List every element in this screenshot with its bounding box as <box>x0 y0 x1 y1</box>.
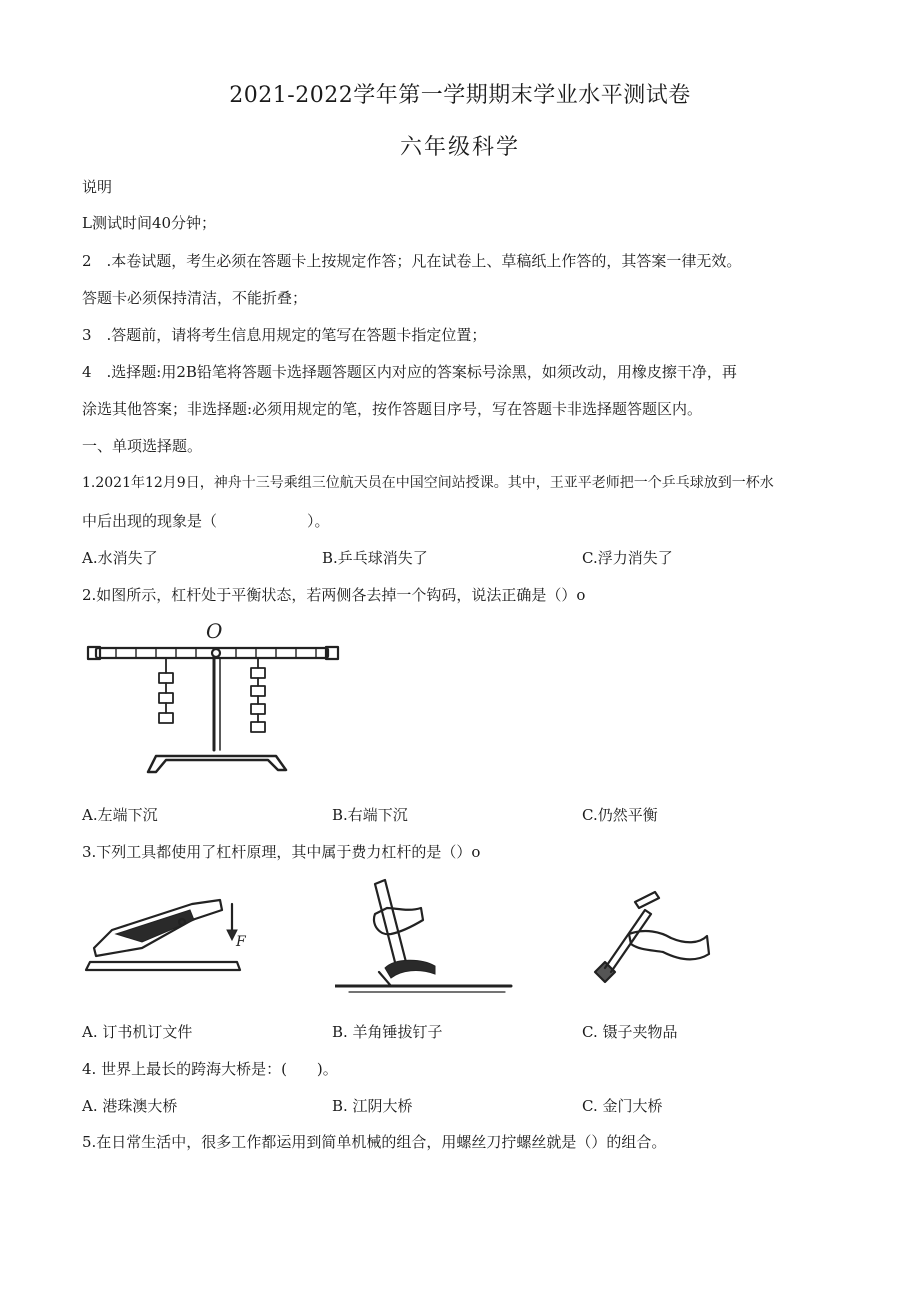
note-line: 涂选其他答案；非选择题:必须用规定的笔，按作答题目序号，写在答题卡非选择题答题区内。 <box>82 400 703 418</box>
question-2-stem: 2.如图所示，杠杆处于平衡状态，若两侧各去掉一个钩码，说法正确是（）o <box>82 586 586 604</box>
question-2-option-b[interactable]: B.右端下沉 <box>332 806 408 824</box>
question-1-option-a[interactable]: A.水消失了 <box>82 549 158 567</box>
question-3-option-b[interactable]: B. 羊角锤拔钉子 <box>332 1023 443 1041</box>
exam-subtitle: 六年级科学 <box>399 135 520 160</box>
question-2-option-a[interactable]: A.左端下沉 <box>82 806 158 824</box>
tweezers-figure <box>575 888 715 988</box>
exam-title: 2021-2022学年第一学期期末学业水平测试卷 <box>229 83 691 108</box>
note-line: 答题卡必须保持清洁，不能折叠； <box>82 289 308 307</box>
question-1-stem: 1.2021年12月9日，神舟十三号乘组三位航天员在中国空间站授课。其中，王亚平老师把一个乒乓球放到一杯水 <box>82 475 774 491</box>
note-line: 2 .本卷试题，考生必须在答题卡上按规定作答；凡在试卷上、草稿纸上作答的，其答案一律无效。 <box>82 252 742 270</box>
question-3-option-c[interactable]: C. 镊子夹物品 <box>582 1023 678 1041</box>
lever-balance-figure <box>86 618 346 783</box>
question-3-option-a[interactable]: A. 订书机订文件 <box>82 1023 193 1041</box>
question-4-option-a[interactable]: A. 港珠澳大桥 <box>82 1097 178 1115</box>
question-1-option-b[interactable]: B.乒乓球消失了 <box>322 549 428 567</box>
pivot-label: O <box>206 619 223 643</box>
question-4-option-b[interactable]: B. 江阴大桥 <box>332 1097 413 1115</box>
question-5-stem: 5.在日常生活中，很多工作都运用到简单机械的组合，用螺丝刀拧螺丝就是（）的组合。 <box>82 1133 667 1151</box>
note-line: 3 .答题前，请将考生信息用规定的笔写在答题卡指定位置； <box>82 326 487 344</box>
question-4-stem: 4. 世界上最长的跨海大桥是：( )。 <box>82 1060 338 1078</box>
notes-heading: 说明 <box>82 178 113 196</box>
stapler-figure <box>82 890 247 980</box>
question-3-stem: 3.下列工具都使用了杠杆原理，其中属于费力杠杆的是（）o <box>82 843 481 861</box>
note-line: L测试时间40分钟； <box>82 214 217 232</box>
claw-hammer-figure <box>335 878 515 1003</box>
question-1-stem: 中后出现的现象是（ ）。 <box>82 512 330 530</box>
question-1-option-c[interactable]: C.浮力消失了 <box>582 549 673 567</box>
question-2-option-c[interactable]: C.仍然平衡 <box>582 806 658 824</box>
force-label: F <box>236 934 246 950</box>
section-title: 一、单项选择题。 <box>82 437 203 455</box>
question-4-option-c[interactable]: C. 金门大桥 <box>582 1097 663 1115</box>
note-line: 4 .选择题:用2B铅笔将答题卡选择题答题区内对应的答案标号涂黑，如须改动，用橡皮擦干净，再 <box>82 363 737 381</box>
